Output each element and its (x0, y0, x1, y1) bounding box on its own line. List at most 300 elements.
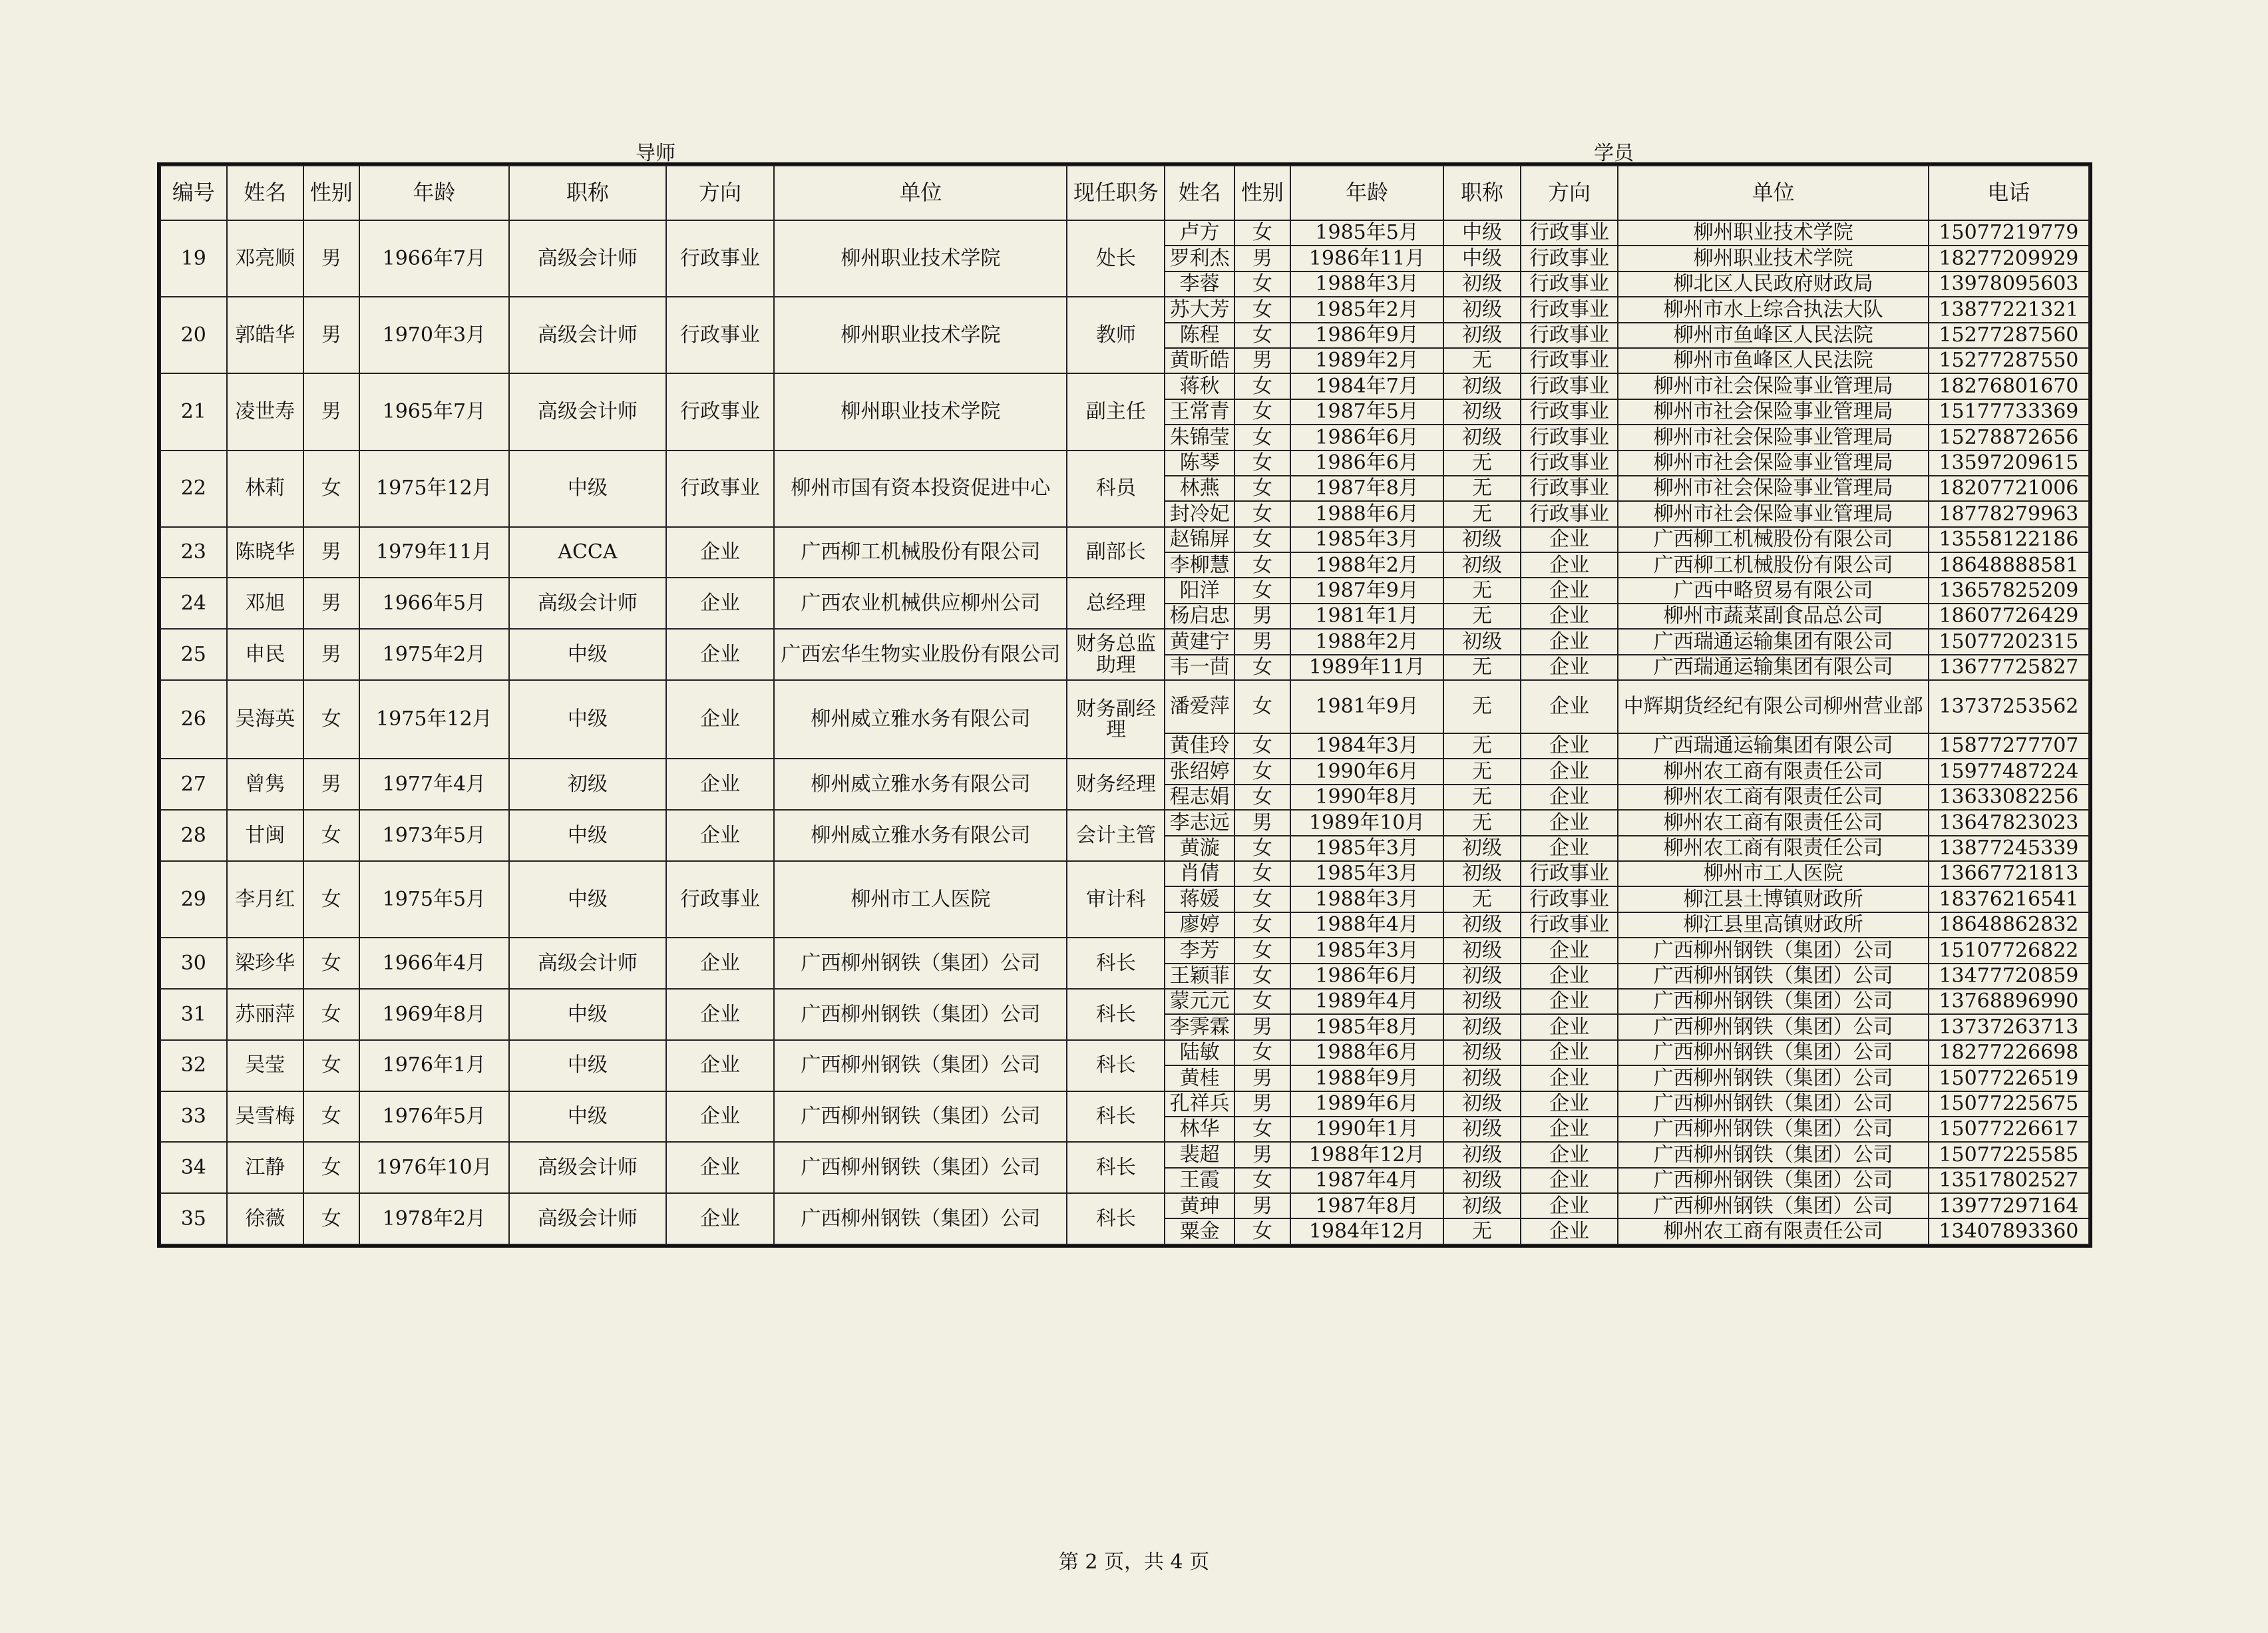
table-row (160, 1091, 2089, 1117)
student-title: 初级 (1443, 1091, 1520, 1117)
student-phone: 15077225585 (1929, 1142, 2089, 1167)
student-phone: 13677725827 (1929, 655, 2089, 680)
student-unit: 广西柳州钢铁（集团）公司 (1618, 1014, 1928, 1039)
mentor-gender: 女 (303, 810, 359, 861)
student-age: 1985年8月 (1290, 1014, 1444, 1039)
student-name: 粟金 (1165, 1218, 1234, 1244)
table-row (160, 989, 2089, 1014)
col-header-no: 编号 (160, 166, 227, 220)
mentor-unit: 广西柳州钢铁（集团）公司 (774, 1091, 1067, 1143)
student-title: 无 (1443, 759, 1520, 784)
table-row (160, 373, 2089, 399)
mentor-no: 29 (160, 861, 227, 938)
student-unit: 柳州农工商有限责任公司 (1618, 1218, 1928, 1244)
student-name: 潘爱萍 (1165, 680, 1234, 733)
student-direction: 企业 (1521, 989, 1618, 1014)
student-age: 1989年2月 (1290, 348, 1444, 373)
mentor-age: 1966年4月 (359, 938, 509, 989)
student-gender: 女 (1234, 938, 1290, 963)
student-phone: 18648862832 (1929, 912, 2089, 938)
student-gender: 女 (1234, 964, 1290, 989)
student-title: 无 (1443, 785, 1520, 810)
student-title: 初级 (1443, 1168, 1520, 1193)
student-unit: 柳州市社会保险事业管理局 (1618, 501, 1928, 526)
mentor-direction: 行政事业 (666, 451, 774, 527)
student-name: 王霞 (1165, 1168, 1234, 1193)
student-phone: 15277287560 (1929, 323, 2089, 348)
student-age: 1988年6月 (1290, 501, 1444, 526)
table-row (160, 938, 2089, 963)
student-title: 初级 (1443, 373, 1520, 399)
mentor-title: 初级 (509, 759, 666, 810)
student-direction: 企业 (1521, 1117, 1618, 1142)
mentor-unit: 广西柳工机械股份有限公司 (774, 527, 1067, 578)
student-title: 初级 (1443, 1014, 1520, 1039)
student-gender: 男 (1234, 629, 1290, 654)
student-name: 陈程 (1165, 323, 1234, 348)
student-unit: 柳州市鱼峰区人民法院 (1618, 348, 1928, 373)
student-age: 1981年9月 (1290, 680, 1444, 733)
student-title: 初级 (1443, 399, 1520, 425)
student-phone: 18648888581 (1929, 552, 2089, 578)
mentor-unit: 柳州威立雅水务有限公司 (774, 680, 1067, 759)
mentor-position: 科员 (1067, 451, 1165, 527)
student-age: 1988年3月 (1290, 886, 1444, 912)
student-age: 1986年6月 (1290, 425, 1444, 450)
mentor-unit: 柳州职业技术学院 (774, 220, 1067, 297)
student-direction: 企业 (1521, 1193, 1618, 1218)
student-name: 李芳 (1165, 938, 1234, 963)
mentor-age: 1970年3月 (359, 297, 509, 373)
student-direction: 企业 (1521, 759, 1618, 784)
mentor-gender: 男 (303, 297, 359, 373)
mentor-unit: 柳州威立雅水务有限公司 (774, 759, 1067, 810)
mentor-gender: 男 (303, 373, 359, 450)
student-title: 初级 (1443, 552, 1520, 578)
mentor-age: 1979年11月 (359, 527, 509, 578)
mentor-title: 中级 (509, 680, 666, 759)
mentor-no: 20 (160, 297, 227, 373)
student-title: 初级 (1443, 629, 1520, 654)
student-title: 初级 (1443, 1193, 1520, 1218)
student-age: 1988年4月 (1290, 912, 1444, 938)
student-gender: 女 (1234, 323, 1290, 348)
student-unit: 柳州职业技术学院 (1618, 220, 1928, 246)
student-unit: 柳州农工商有限责任公司 (1618, 785, 1928, 810)
student-age: 1987年5月 (1290, 399, 1444, 425)
student-phone: 18277226698 (1929, 1040, 2089, 1065)
student-unit: 广西柳工机械股份有限公司 (1618, 552, 1928, 578)
student-name: 卢方 (1165, 220, 1234, 246)
mentor-title: 高级会计师 (509, 578, 666, 629)
mentor-position: 处长 (1067, 220, 1165, 297)
mentor-position: 科长 (1067, 1142, 1165, 1193)
student-unit: 中辉期货经纪有限公司柳州营业部 (1618, 680, 1928, 733)
student-age: 1989年10月 (1290, 810, 1444, 835)
student-gender: 女 (1234, 655, 1290, 680)
student-title: 中级 (1443, 246, 1520, 271)
student-gender: 女 (1234, 1218, 1290, 1244)
student-name: 杨启忠 (1165, 604, 1234, 629)
student-phone: 15977487224 (1929, 759, 2089, 784)
mentor-gender: 男 (303, 527, 359, 578)
student-title: 初级 (1443, 1040, 1520, 1065)
student-age: 1985年3月 (1290, 527, 1444, 552)
mentor-gender: 女 (303, 1193, 359, 1244)
mentor-position: 教师 (1067, 297, 1165, 373)
table-row (160, 680, 2089, 733)
mentor-direction: 行政事业 (666, 297, 774, 373)
col-header-student-age: 年龄 (1290, 166, 1444, 220)
mentor-name: 梁珍华 (227, 938, 303, 989)
student-direction: 企业 (1521, 1218, 1618, 1244)
student-name: 朱锦莹 (1165, 425, 1234, 450)
student-age: 1985年3月 (1290, 836, 1444, 861)
mentor-name: 徐薇 (227, 1193, 303, 1244)
student-name: 程志娟 (1165, 785, 1234, 810)
table-row (160, 1040, 2089, 1065)
table-row (160, 861, 2089, 886)
student-unit: 广西柳州钢铁（集团）公司 (1618, 964, 1928, 989)
mentor-name: 吴海英 (227, 680, 303, 759)
student-phone: 18376216541 (1929, 886, 2089, 912)
student-age: 1990年8月 (1290, 785, 1444, 810)
student-direction: 企业 (1521, 964, 1618, 989)
mentor-name: 江静 (227, 1142, 303, 1193)
student-phone: 13558122186 (1929, 527, 2089, 552)
mentor-gender: 女 (303, 938, 359, 989)
student-name: 赵锦屏 (1165, 527, 1234, 552)
student-age: 1990年6月 (1290, 759, 1444, 784)
mentor-no: 19 (160, 220, 227, 297)
student-unit: 柳州市社会保险事业管理局 (1618, 451, 1928, 476)
student-phone: 15277287550 (1929, 348, 2089, 373)
student-direction: 企业 (1521, 1142, 1618, 1167)
student-direction: 企业 (1521, 1040, 1618, 1065)
student-unit: 广西瑞通运输集团有限公司 (1618, 629, 1928, 654)
mentor-no: 28 (160, 810, 227, 861)
student-phone: 13517802527 (1929, 1168, 2089, 1193)
student-direction: 行政事业 (1521, 297, 1618, 322)
mentor-no: 32 (160, 1040, 227, 1091)
mentor-direction: 企业 (666, 1040, 774, 1091)
student-age: 1986年11月 (1290, 246, 1444, 271)
student-name: 蒙元元 (1165, 989, 1234, 1014)
student-gender: 女 (1234, 297, 1290, 322)
student-unit: 广西柳工机械股份有限公司 (1618, 527, 1928, 552)
student-phone: 18607726429 (1929, 604, 2089, 629)
student-title: 无 (1443, 348, 1520, 373)
student-phone: 13737263713 (1929, 1014, 2089, 1039)
student-gender: 女 (1234, 220, 1290, 246)
student-name: 陆敏 (1165, 1040, 1234, 1065)
student-gender: 女 (1234, 759, 1290, 784)
student-name: 黄建宁 (1165, 629, 1234, 654)
student-title: 初级 (1443, 964, 1520, 989)
student-age: 1981年1月 (1290, 604, 1444, 629)
student-phone: 18276801670 (1929, 373, 2089, 399)
mentor-gender: 女 (303, 1091, 359, 1143)
student-direction: 行政事业 (1521, 272, 1618, 297)
mentor-gender: 女 (303, 1040, 359, 1091)
student-direction: 行政事业 (1521, 246, 1618, 271)
mentor-direction: 行政事业 (666, 220, 774, 297)
mentor-name: 陈晓华 (227, 527, 303, 578)
student-gender: 男 (1234, 246, 1290, 271)
mentor-position: 财务总监助理 (1067, 629, 1165, 680)
student-title: 无 (1443, 501, 1520, 526)
student-age: 1989年6月 (1290, 1091, 1444, 1117)
mentor-age: 1965年7月 (359, 373, 509, 450)
table-row (160, 578, 2089, 603)
student-name: 阳洋 (1165, 578, 1234, 603)
mentor-direction: 企业 (666, 938, 774, 989)
student-phone: 15877277707 (1929, 733, 2089, 759)
mentor-gender: 女 (303, 861, 359, 938)
student-direction: 企业 (1521, 1168, 1618, 1193)
student-phone: 15278872656 (1929, 425, 2089, 450)
student-phone: 13407893360 (1929, 1218, 2089, 1244)
mentor-title: 高级会计师 (509, 938, 666, 989)
table-row (160, 810, 2089, 835)
student-name: 裴超 (1165, 1142, 1234, 1167)
student-name: 苏大芳 (1165, 297, 1234, 322)
student-age: 1985年2月 (1290, 297, 1444, 322)
student-unit: 广西瑞通运输集团有限公司 (1618, 733, 1928, 759)
student-gender: 男 (1234, 1193, 1290, 1218)
student-direction: 行政事业 (1521, 451, 1618, 476)
student-unit: 广西柳州钢铁（集团）公司 (1618, 1168, 1928, 1193)
student-direction: 行政事业 (1521, 861, 1618, 886)
student-name: 黄漩 (1165, 836, 1234, 861)
student-direction: 行政事业 (1521, 501, 1618, 526)
student-title: 初级 (1443, 297, 1520, 322)
student-gender: 女 (1234, 836, 1290, 861)
student-title: 初级 (1443, 527, 1520, 552)
student-age: 1986年6月 (1290, 964, 1444, 989)
student-age: 1984年3月 (1290, 733, 1444, 759)
student-direction: 企业 (1521, 578, 1618, 603)
student-direction: 企业 (1521, 1091, 1618, 1117)
mentor-no: 33 (160, 1091, 227, 1143)
mentor-direction: 企业 (666, 1091, 774, 1143)
table-row (160, 451, 2089, 476)
student-title: 无 (1443, 604, 1520, 629)
mentor-unit: 柳州市工人医院 (774, 861, 1067, 938)
mentor-direction: 企业 (666, 629, 774, 680)
student-gender: 女 (1234, 785, 1290, 810)
student-age: 1986年6月 (1290, 451, 1444, 476)
student-gender: 男 (1234, 1065, 1290, 1091)
table-row (160, 297, 2089, 322)
mentor-position: 科长 (1067, 1193, 1165, 1244)
student-unit: 柳州市蔬菜副食品总公司 (1618, 604, 1928, 629)
student-direction: 行政事业 (1521, 323, 1618, 348)
student-unit: 广西柳州钢铁（集团）公司 (1618, 938, 1928, 963)
table-row (160, 759, 2089, 784)
student-title: 初级 (1443, 272, 1520, 297)
student-title: 初级 (1443, 1065, 1520, 1091)
mentor-gender: 男 (303, 759, 359, 810)
mentor-name: 邓亮顺 (227, 220, 303, 297)
mentor-age: 1975年5月 (359, 861, 509, 938)
student-title: 中级 (1443, 220, 1520, 246)
mentor-direction: 行政事业 (666, 861, 774, 938)
col-header-student-title: 职称 (1443, 166, 1520, 220)
student-phone: 13737253562 (1929, 680, 2089, 733)
mentor-student-table (160, 165, 2090, 1245)
student-phone: 13768896990 (1929, 989, 2089, 1014)
table-row (160, 629, 2089, 654)
student-age: 1984年7月 (1290, 373, 1444, 399)
mentor-title: 高级会计师 (509, 1193, 666, 1244)
mentor-title: 中级 (509, 1040, 666, 1091)
mentor-unit: 广西柳州钢铁（集团）公司 (774, 1193, 1067, 1244)
student-name: 罗利杰 (1165, 246, 1234, 271)
mentor-direction: 企业 (666, 810, 774, 861)
mentor-direction: 企业 (666, 759, 774, 810)
mentor-no: 31 (160, 989, 227, 1040)
student-name: 王常青 (1165, 399, 1234, 425)
mentor-name: 凌世寿 (227, 373, 303, 450)
student-unit: 广西瑞通运输集团有限公司 (1618, 655, 1928, 680)
student-phone: 13877221321 (1929, 297, 2089, 322)
student-name: 黄珅 (1165, 1193, 1234, 1218)
mentor-name: 苏丽萍 (227, 989, 303, 1040)
mentor-direction: 企业 (666, 989, 774, 1040)
student-unit: 柳州农工商有限责任公司 (1618, 836, 1928, 861)
student-phone: 13597209615 (1929, 451, 2089, 476)
student-unit: 广西柳州钢铁（集团）公司 (1618, 1040, 1928, 1065)
mentor-direction: 行政事业 (666, 373, 774, 450)
mentor-position: 会计主管 (1067, 810, 1165, 861)
mentor-no: 35 (160, 1193, 227, 1244)
student-title: 初级 (1443, 938, 1520, 963)
student-gender: 女 (1234, 373, 1290, 399)
student-direction: 企业 (1521, 552, 1618, 578)
student-name: 蒋秋 (1165, 373, 1234, 399)
mentor-title: 高级会计师 (509, 297, 666, 373)
mentor-unit: 广西宏华生物实业股份有限公司 (774, 629, 1067, 680)
student-phone: 13977297164 (1929, 1193, 2089, 1218)
mentor-name: 邓旭 (227, 578, 303, 629)
student-title: 无 (1443, 451, 1520, 476)
student-age: 1988年2月 (1290, 629, 1444, 654)
student-age: 1990年1月 (1290, 1117, 1444, 1142)
student-unit: 广西中略贸易有限公司 (1618, 578, 1928, 603)
student-title: 初级 (1443, 912, 1520, 938)
mentor-gender: 男 (303, 629, 359, 680)
mentor-unit: 广西柳州钢铁（集团）公司 (774, 1142, 1067, 1193)
col-header-mentor-unit: 单位 (774, 166, 1067, 220)
mentor-unit: 柳州市国有资本投资促进中心 (774, 451, 1067, 527)
mentor-no: 25 (160, 629, 227, 680)
student-title: 初级 (1443, 836, 1520, 861)
student-name: 孔祥兵 (1165, 1091, 1234, 1117)
student-direction: 行政事业 (1521, 886, 1618, 912)
student-age: 1985年3月 (1290, 938, 1444, 963)
student-gender: 女 (1234, 1117, 1290, 1142)
student-phone: 18207721006 (1929, 476, 2089, 501)
mentor-gender: 女 (303, 451, 359, 527)
mentor-age: 1975年2月 (359, 629, 509, 680)
col-header-mentor-name: 姓名 (227, 166, 303, 220)
mentor-title: 中级 (509, 861, 666, 938)
student-gender: 女 (1234, 501, 1290, 526)
mentor-name: 郭皓华 (227, 297, 303, 373)
col-header-student-unit: 单位 (1618, 166, 1928, 220)
student-unit: 广西柳州钢铁（集团）公司 (1618, 1142, 1928, 1167)
student-title: 无 (1443, 476, 1520, 501)
student-age: 1987年8月 (1290, 1193, 1444, 1218)
student-title: 初级 (1443, 1117, 1520, 1142)
student-unit: 柳江县里高镇财政所 (1618, 912, 1928, 938)
student-gender: 男 (1234, 810, 1290, 835)
student-direction: 企业 (1521, 810, 1618, 835)
mentor-name: 林莉 (227, 451, 303, 527)
student-name: 陈琴 (1165, 451, 1234, 476)
student-age: 1989年4月 (1290, 989, 1444, 1014)
student-phone: 15077219779 (1929, 220, 2089, 246)
student-direction: 企业 (1521, 836, 1618, 861)
mentor-unit: 广西柳州钢铁（集团）公司 (774, 938, 1067, 989)
student-title: 初级 (1443, 425, 1520, 450)
student-gender: 女 (1234, 912, 1290, 938)
col-header-mentor-gender: 性别 (303, 166, 359, 220)
student-name: 黄桂 (1165, 1065, 1234, 1091)
student-gender: 男 (1234, 1091, 1290, 1117)
student-gender: 女 (1234, 886, 1290, 912)
student-gender: 女 (1234, 1040, 1290, 1065)
student-unit: 柳北区人民政府财政局 (1618, 272, 1928, 297)
student-age: 1987年8月 (1290, 476, 1444, 501)
student-name: 封冷妃 (1165, 501, 1234, 526)
student-age: 1988年9月 (1290, 1065, 1444, 1091)
mentor-direction: 企业 (666, 680, 774, 759)
student-title: 无 (1443, 655, 1520, 680)
student-title: 无 (1443, 680, 1520, 733)
mentor-direction: 企业 (666, 1142, 774, 1193)
student-gender: 男 (1234, 604, 1290, 629)
mentor-age: 1966年7月 (359, 220, 509, 297)
student-direction: 企业 (1521, 1065, 1618, 1091)
student-direction: 行政事业 (1521, 912, 1618, 938)
student-phone: 13633082256 (1929, 785, 2089, 810)
mentor-gender: 男 (303, 220, 359, 297)
student-unit: 柳州市水上综合执法大队 (1618, 297, 1928, 322)
student-gender: 女 (1234, 680, 1290, 733)
mentor-position: 审计科 (1067, 861, 1165, 938)
student-group-label: 学员 (1594, 142, 1634, 165)
col-header-student-direction: 方向 (1521, 166, 1618, 220)
student-name: 林燕 (1165, 476, 1234, 501)
mentor-title: 中级 (509, 810, 666, 861)
mentor-age: 1966年5月 (359, 578, 509, 629)
mentor-position: 科长 (1067, 1091, 1165, 1143)
mentor-no: 26 (160, 680, 227, 759)
student-unit: 柳州农工商有限责任公司 (1618, 810, 1928, 835)
student-name: 李柳慧 (1165, 552, 1234, 578)
mentor-position: 科长 (1067, 989, 1165, 1040)
mentor-no: 23 (160, 527, 227, 578)
student-name: 肖倩 (1165, 861, 1234, 886)
student-direction: 行政事业 (1521, 220, 1618, 246)
page-number: 第 2 页，共 4 页 (1058, 1550, 1210, 1574)
student-phone: 18778279963 (1929, 501, 2089, 526)
mentor-age: 1978年2月 (359, 1193, 509, 1244)
header-row (160, 166, 2089, 220)
student-age: 1987年9月 (1290, 578, 1444, 603)
